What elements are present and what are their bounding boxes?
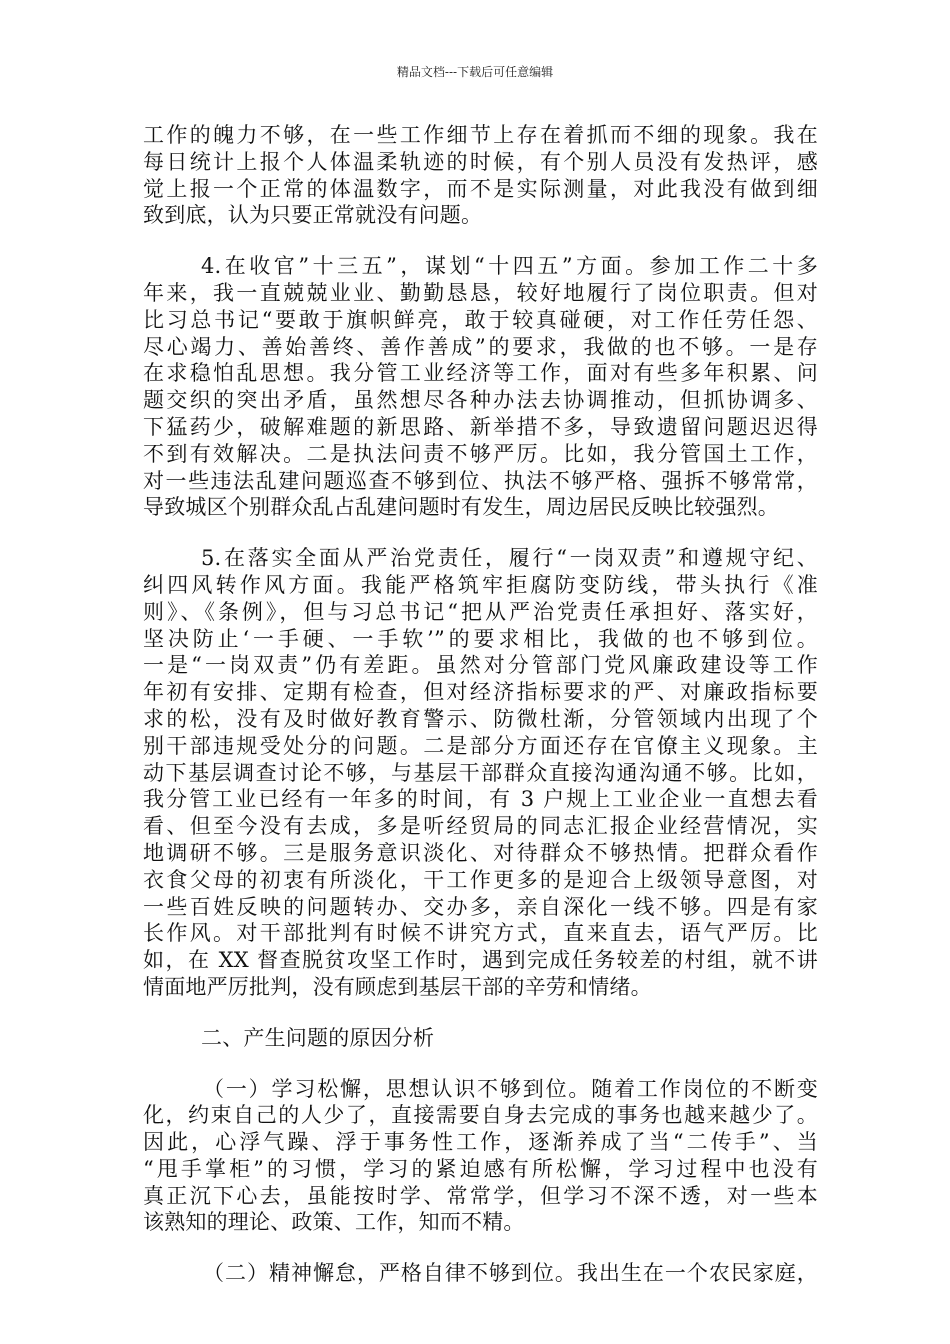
paragraph (143, 545, 818, 1001)
text-line: 长作风。对干部批判有时候不讲究方式，直来直去，语气严厉。比 (143, 921, 818, 946)
text-line: 不到有效解决。二是执法问责不够严厉。比如，我分管国土工作， (143, 441, 818, 466)
text-line: 下猛药少，破解难题的新思路、新举措不多，导致遗留问题迟迟得 (143, 414, 818, 439)
text-line: 对一些违法乱建问题巡查不够到位、执法不够严格、强拆不够常常， (143, 468, 818, 493)
text-line: （二）精神懈怠，严格自律不够到位。我出生在一个农民家庭， (203, 1261, 818, 1286)
text-line: 看、但至今没有去成，多是听经贸局的同志汇报企业经营情况，实 (143, 814, 818, 839)
text-line: 则》、《条例》，但与习总书记“把从严治党责任承担好、落实好， (143, 599, 818, 624)
text-line: 4.在收官”十三五”，谋划“十四五”方面。参加工作二十多 (201, 254, 818, 279)
text-line: 觉上报一个正常的体温数字，而不是实际测量，对此我没有做到细 (143, 176, 818, 201)
text-line: 致到底，认为只要正常就没有问题。 (143, 203, 483, 228)
text-line: 坚决防止‘一手硬、一手软’”的要求相比，我做的也不够到位。 (143, 626, 818, 651)
section-heading-text: 二、产生问题的原因分析 (201, 1025, 435, 1050)
text-line: 纠四风转作风方面。我能严格筑牢拒腐防变防线，带头执行《准 (143, 572, 818, 597)
text-line: 地调研不够。三是服务意识淡化、对待群众不够热情。把群众看作 (143, 840, 818, 865)
text-line: 求的松，没有及时做好教育警示、防微杜渐，分管领域内出现了个 (143, 706, 818, 731)
paragraph (143, 1260, 818, 1287)
text-line: 在求稳怕乱思想。我分管工业经济等工作，面对有些多年积累、问 (143, 361, 818, 386)
text-line: 比习总书记“要敢于旗帜鲜亮，敢于较真碰硬，对工作任劳任怨、 (143, 307, 818, 332)
text-line: 别干部违规受处分的问题。二是部分方面还存在官僚主义现象。主 (143, 733, 818, 758)
text-line: （一）学习松懈，思想认识不够到位。随着工作岗位的不断变 (203, 1076, 818, 1101)
section-heading (143, 1025, 818, 1052)
text-line: 题交织的突出矛盾，虽然想尽各种办法去协调推动，但抓协调多、 (143, 388, 818, 413)
document-body (143, 122, 818, 1287)
text-line: 该熟知的理论、政策、工作，知而不精。 (143, 1210, 525, 1235)
text-line: 年初有安排、定期有检查，但对经济指标要求的严、对廉政指标要 (143, 680, 818, 705)
text-line: 化，约束自己的人少了，直接需要自身去完成的事务也越来越少了。 (143, 1103, 818, 1128)
text-line: 5.在落实全面从严治党责任，履行“一岗双责”和遵规守纪、 (201, 546, 818, 571)
paragraph (143, 122, 818, 229)
text-line: 导致城区个别群众乱占乱建问题时有发生，周边居民反映比较强烈。 (143, 495, 779, 520)
text-line: 情面地严厉批判，没有顾虑到基层干部的辛劳和情绪。 (143, 974, 652, 999)
text-line: 一是“一岗双责”仍有差距。虽然对分管部门党风廉政建设等工作 (143, 653, 818, 678)
text-line: 每日统计上报个人体温柔轨迹的时候，有个别人员没有发热评，感 (143, 149, 818, 174)
text-line: “甩手掌柜”的习惯，学习的紧迫感有所松懈，学习过程中也没有 (143, 1156, 818, 1181)
text-line: 尽心竭力、善始善终、善作善成”的要求，我做的也不够。一是存 (143, 334, 818, 359)
text-line: 动下基层调查讨论不够，与基层干部群众直接沟通沟通不够。比如， (143, 760, 818, 785)
text-line: 衣食父母的初衷有所淡化，干工作更多的是迎合上级领导意图，对 (143, 867, 818, 892)
text-line: 年来，我一直兢兢业业、勤勤恳恳，较好地履行了岗位职责。但对 (143, 280, 818, 305)
paragraph (143, 253, 818, 521)
text-line: 如，在 XX 督查脱贫攻坚工作时，遇到完成任务较差的村组，就不讲 (143, 948, 818, 973)
text-line: 真正沉下心去，虽能按时学、常常学，但学习不深不透，对一些本 (143, 1183, 818, 1208)
text-line: 工作的魄力不够，在一些工作细节上存在着抓而不细的现象。我在 (143, 123, 818, 147)
page-header: 精品文档---下载后可任意编辑 (396, 65, 554, 79)
paragraph (143, 1076, 818, 1237)
text-line: 因此，心浮气躁、浮于事务性工作，逐渐养成了当“二传手”、当 (143, 1130, 818, 1155)
text-line: 我分管工业已经有一年多的时间，有 3 户规上工业企业一直想去看 (143, 787, 818, 812)
text-line: 一些百姓反映的问题转办、交办多，亲自深化一线不够。四是有家 (143, 894, 818, 919)
